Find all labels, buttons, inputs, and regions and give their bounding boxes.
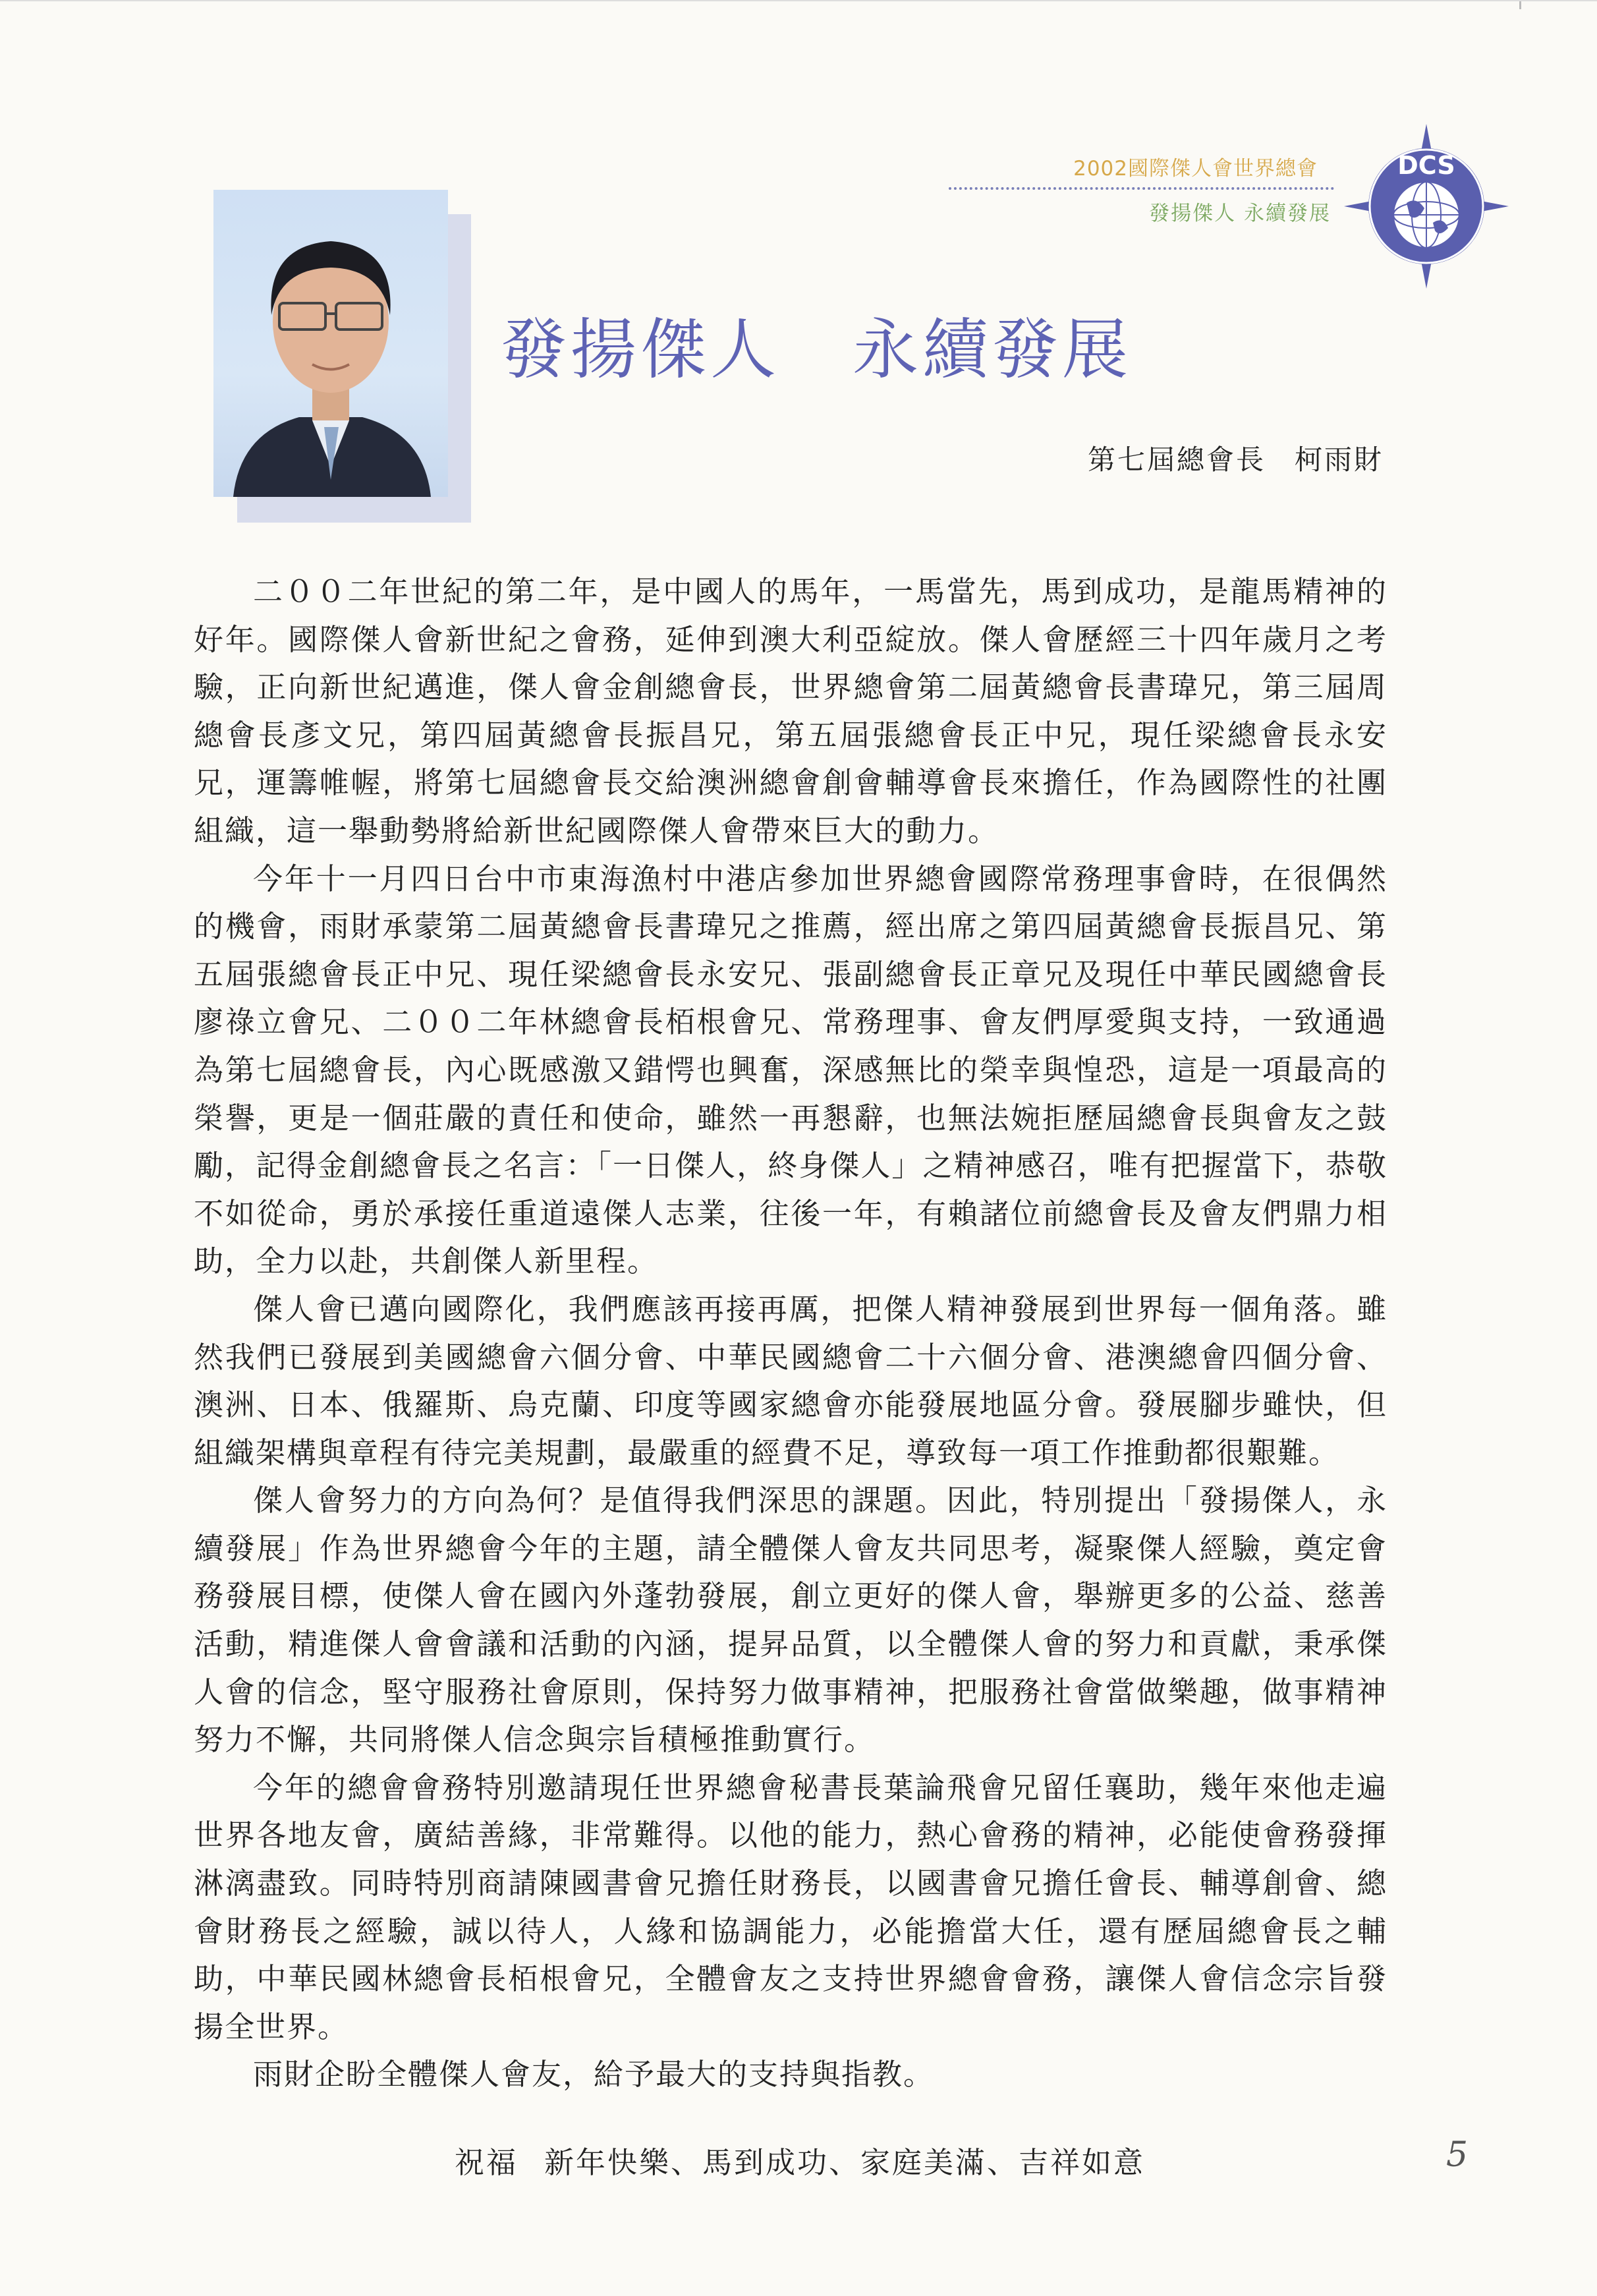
logo-text: DCS (1397, 151, 1455, 180)
paragraph: 二００二年世紀的第二年，是中國人的馬年，一馬當先，馬到成功，是龍馬精神的好年。國際傑人會新世紀之會務，延伸到澳大利亞綻放。傑人會歷經三十四年歲月之考驗，正向新世紀邁進，傑人會金創總會長，世界總會第二屆黃總會長書瑋兄，第三屆周總會長彥文兄，第四屆黃總會長振昌兄，第五屆張總會長正中兄，現任梁總會長永安兄，運籌帷幄，將第七屆總會長交給澳洲總會創會輔導會長來擔任，作為國際性的社團組織，這一舉動勢將給新世紀國際傑人會帶來巨大的動力。 (194, 574, 1387, 848)
paragraph: 傑人會已邁向國際化，我們應該再接再厲，把傑人精神發展到世界每一個角落。雖然我們已發展到美國總會六個分會、中華民國總會二十六個分會、港澳總會四個分會、澳洲、日本、俄羅斯、烏克蘭、印度等國家總會亦能發展地區分會。發展腳步雖快，但組織架構與章程有待完美規劃，最嚴重的經費不足，導致每一項工作推動都很艱難。 (194, 1291, 1387, 1470)
header-year-line: 2002國際傑人會世界總會 (1073, 157, 1318, 181)
paragraph: 傑人會努力的方向為何？是值得我們深思的課題。因此，特別提出「發揚傑人，永續發展」作為世界總會今年的主題，請全體傑人會友共同思考，凝聚傑人經驗，奠定會務發展目標，使傑人會在國內外蓬勃發展，創立更好的傑人會，舉辦更多的公益、慈善活動，精進傑人會會議和活動的內涵，提昇品質，以全體傑人會的努力和貢獻，秉承傑人會的信念，堅守服務社會原則，保持努力做事精神，把服務社會當做樂趣，做事精神努力不懈，共同將傑人信念與宗旨積極推動實行。 (194, 1483, 1387, 1758)
closing-wishes: 新年快樂、馬到成功、家庭美滿、吉祥如意 (544, 2145, 1146, 2180)
page-number: 5 (1446, 2135, 1469, 2175)
closing-prefix: 祝福 (455, 2145, 518, 2180)
portrait-figure-icon (213, 190, 448, 497)
article-title (501, 297, 1160, 391)
paragraph: 今年的總會會務特別邀請現任世界總會秘書長葉論飛會兄留任襄助，幾年來他走遍世界各地友會，廣結善緣，非常難得。以他的能力，熱心會務的精神，必能使會務發揮淋漓盡致。同時特別商請陳國書會兄擔任財務長，以國書會兄擔任會長、輔導創會、總會財務長之經驗，誠以待人，人緣和協調能力，必能擔當大任，還有歷屆總會長之輔助，中華民國林總會長栢根會兄，全體會友之支持世界總會會務，讓傑人會信念宗旨發揚全世界。 (194, 1769, 1387, 2044)
dcs-compass-logo-icon (1344, 124, 1509, 289)
byline-role: 第七屆總會長 (1087, 444, 1266, 476)
paragraph: 雨財企盼全體傑人會友，給予最大的支持與指教。 (253, 2057, 935, 2092)
scan-edge (0, 0, 1597, 1)
byline (988, 438, 1384, 478)
header-motto: 發揚傑人 永續發展 (1149, 202, 1331, 225)
header-divider (949, 187, 1334, 190)
portrait-photo (213, 190, 448, 497)
closing-line (455, 2138, 1245, 2181)
article-body (194, 568, 1387, 2099)
paragraph: 今年十一月四日台中市東海漁村中港店參加世界總會國際常務理事會時，在很偶然的機會，雨財承蒙第二屆黃總會長書瑋兄之推薦，經出席之第四屆黃總會長振昌兄、第五屆張總會長正中兄、現任梁總會長永安兄、張副總會長正章兄及現任中華民國總會長廖祿立會兄、二００二年林總會長栢根會兄、常務理事、會友們厚愛與支持，一致通過為第七屆總會長，內心既感激又錯愕也興奮，深感無比的榮幸與惶恐，這是一項最高的榮譽，更是一個莊嚴的責任和使命，雖然一再懇辭，也無法婉拒歷屆總會長與會友之鼓勵，記得金創總會長之名言：「一日傑人，終身傑人」之精神感召，唯有把握當下，恭敬不如從命，勇於承接任重道遠傑人志業，往後一年，有賴諸位前總會長及會友們鼎力相助，全力以赴，共創傑人新里程。 (194, 861, 1387, 1279)
title-part-1: 發揚傑人 (501, 311, 780, 388)
scan-mark (1519, 0, 1521, 9)
byline-name: 柯雨財 (1294, 444, 1384, 476)
title-part-2: 永續發展 (853, 311, 1132, 388)
